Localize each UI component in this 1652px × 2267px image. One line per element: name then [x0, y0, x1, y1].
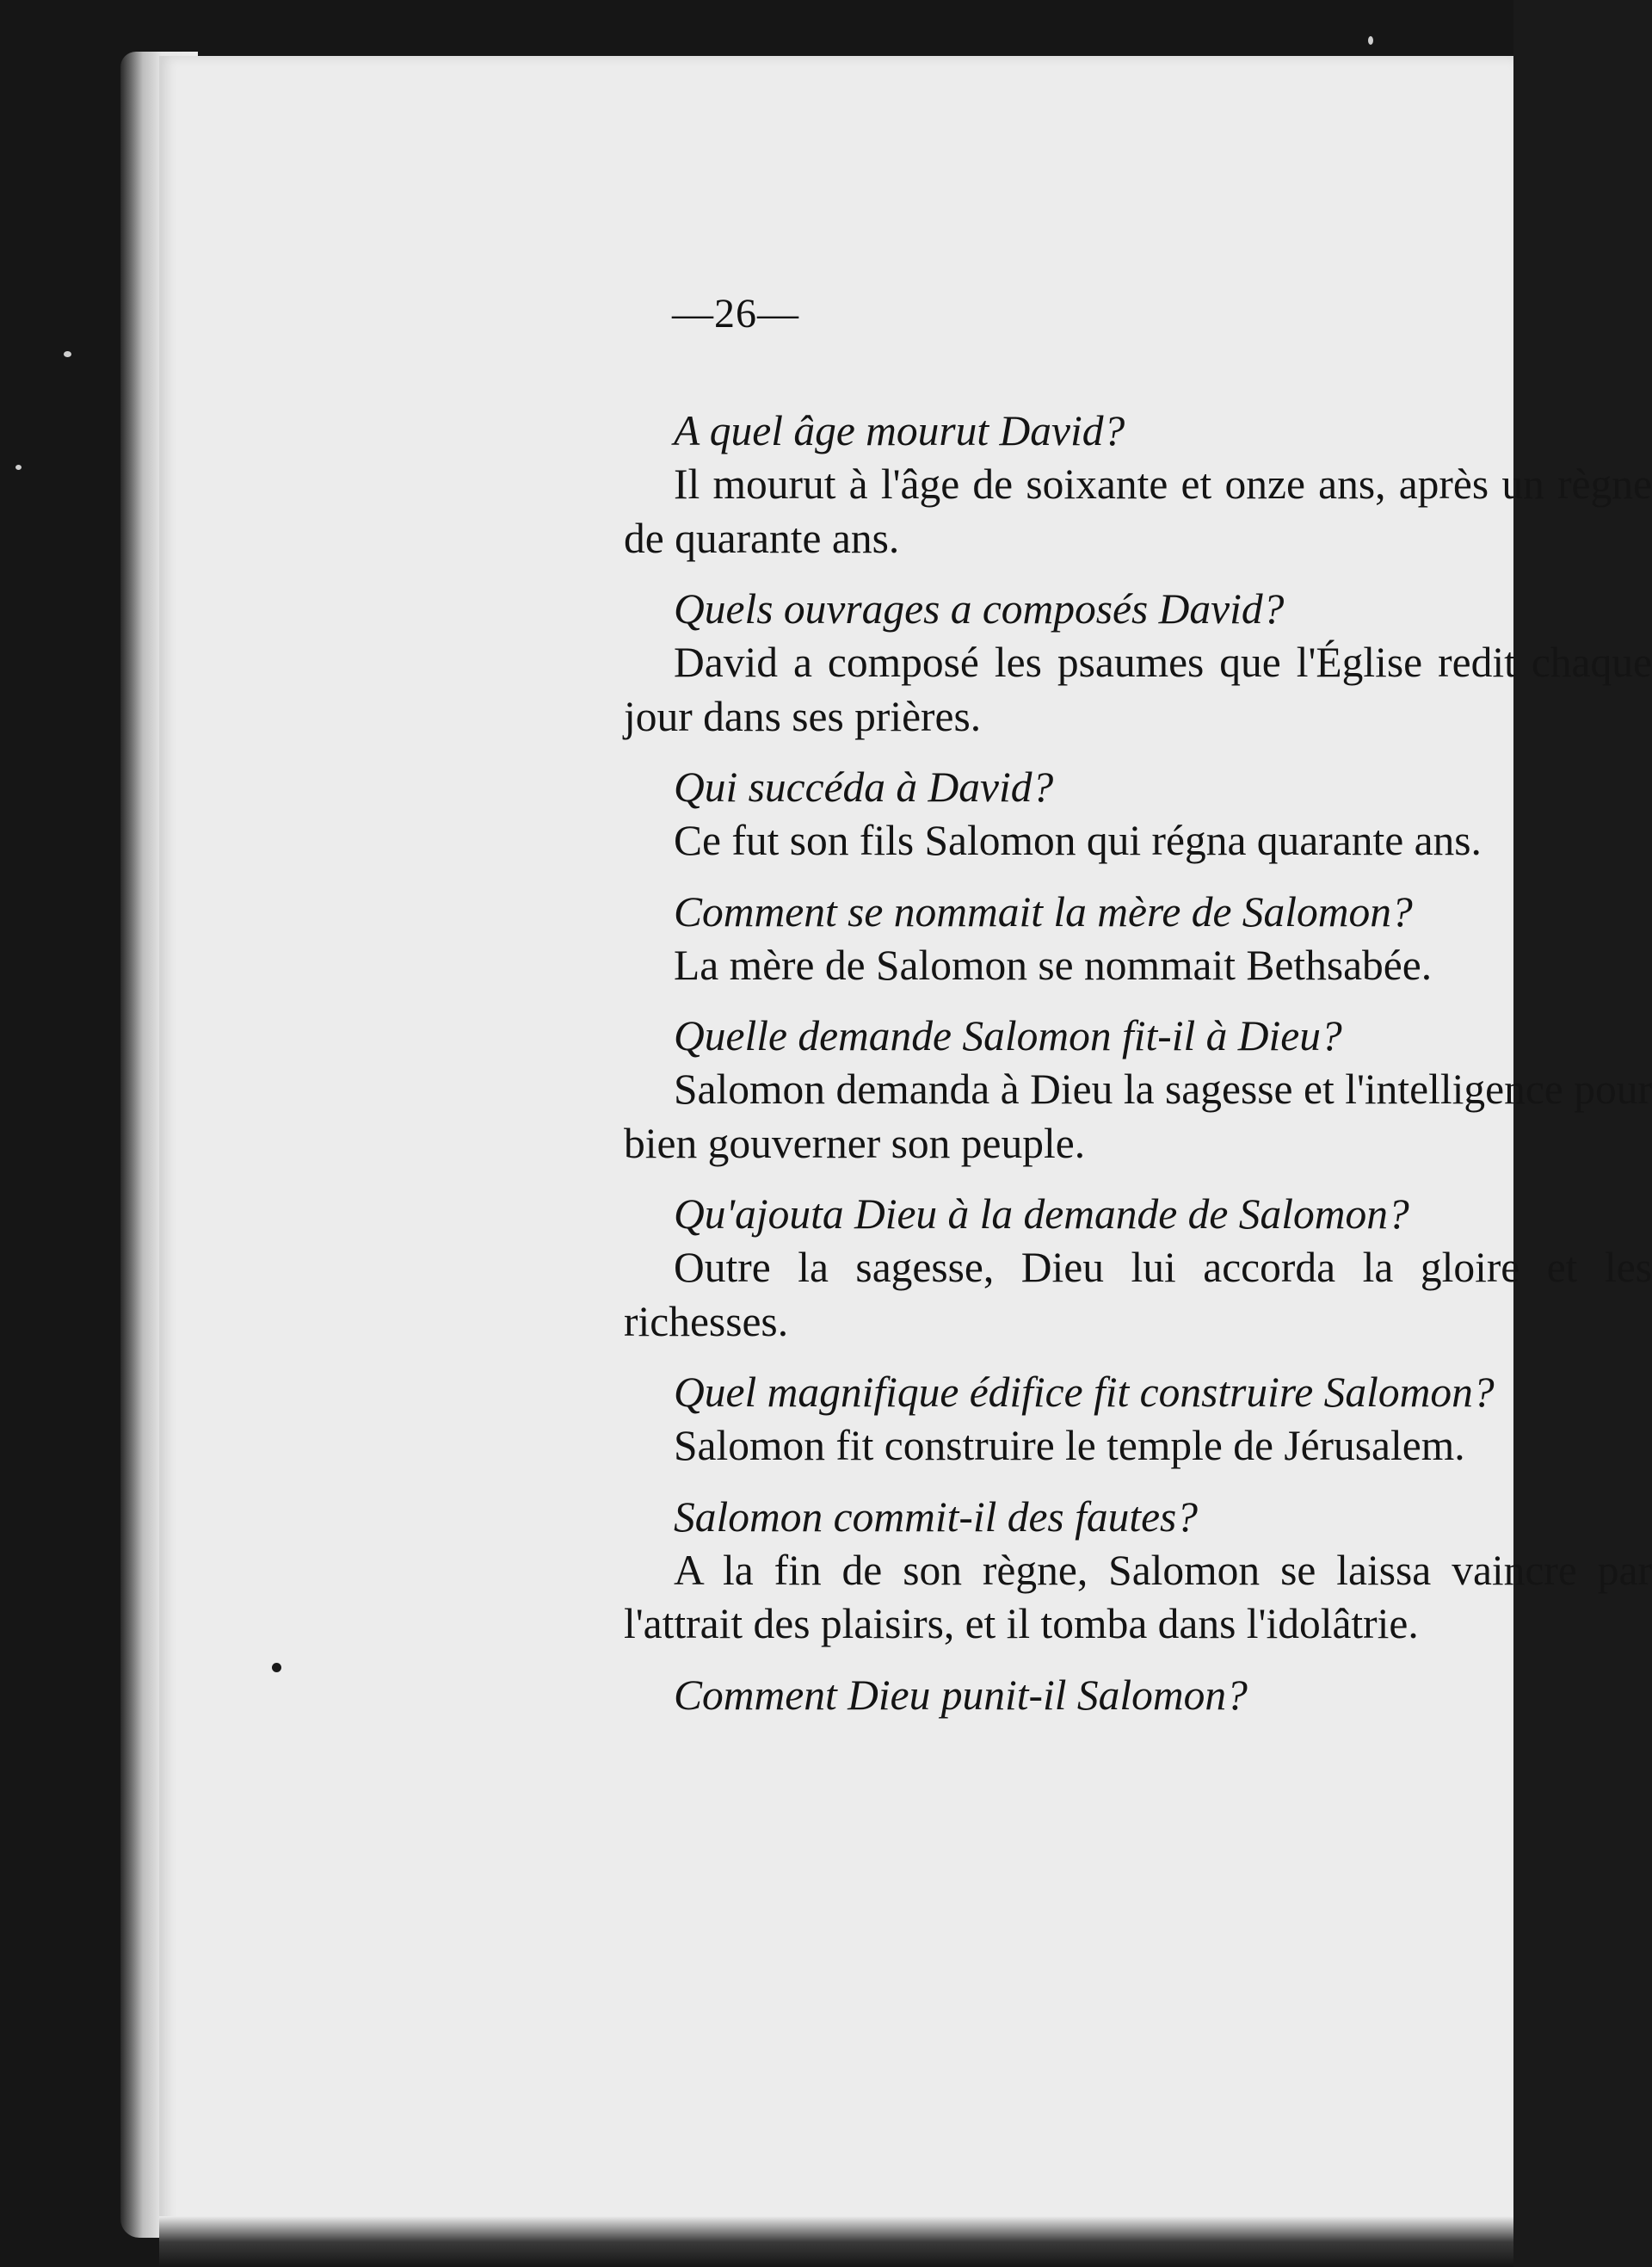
- qa-entry: [624, 405, 1652, 565]
- qa-entry: [624, 1669, 1652, 1722]
- catechism-text: [624, 405, 1652, 1739]
- answer: David a composé les psaumes que l'Église redit chaque jour dans ses prières.: [624, 639, 1652, 740]
- question: Salomon commit-il des fautes?: [674, 1492, 1199, 1541]
- qa-entry: [624, 1010, 1652, 1171]
- qa-entry: [624, 583, 1652, 744]
- page-sheet: [159, 56, 1652, 2238]
- question: Quels ouvrages a composés David?: [674, 585, 1285, 633]
- answer: Outre la sagesse, Dieu lui accorda la gloire et les richesses.: [624, 1244, 1652, 1345]
- answer: Salomon fit construire le temple de Jérusalem.: [674, 1422, 1465, 1469]
- scan-speck: [272, 1663, 281, 1672]
- bottom-shadow: [159, 2216, 1513, 2267]
- scan-speck: [1368, 36, 1373, 45]
- scan-speck: [64, 351, 71, 357]
- question: Comment se nommait la mère de Salomon?: [674, 887, 1413, 936]
- answer: A la fin de son règne, Salomon se laissa vaincre par l'attrait des plaisirs, et il tomba dans l'idolâtrie.: [624, 1546, 1652, 1647]
- qa-entry: [624, 1491, 1652, 1652]
- scan-speck: [15, 465, 22, 470]
- qa-entry: [624, 1188, 1652, 1349]
- question: Quelle demande Salomon fit-il à Dieu?: [674, 1012, 1342, 1059]
- question: A quel âge mourut David?: [674, 407, 1125, 454]
- question: Comment Dieu punit-il Salomon?: [674, 1671, 1248, 1719]
- answer: La mère de Salomon se nommait Bethsabée.: [674, 941, 1433, 989]
- qa-entry: [624, 886, 1652, 993]
- qa-entry: [624, 1366, 1652, 1473]
- question: Qui succéda à David?: [674, 763, 1054, 811]
- answer: Ce fut son fils Salomon qui régna quarante ans.: [674, 817, 1482, 864]
- question: Qu'ajouta Dieu à la demande de Salomon?: [674, 1190, 1409, 1238]
- qa-entry: [624, 761, 1652, 868]
- answer: Salomon demanda à Dieu la sagesse et l'intelligence pour bien gouverner son peuple.: [624, 1066, 1652, 1167]
- question: Quel magnifique édifice fit construire Salomon?: [674, 1368, 1495, 1416]
- page-number: —26—: [672, 291, 799, 337]
- answer: Il mourut à l'âge de soixante et onze ans, après un règne de quarante ans.: [624, 460, 1652, 562]
